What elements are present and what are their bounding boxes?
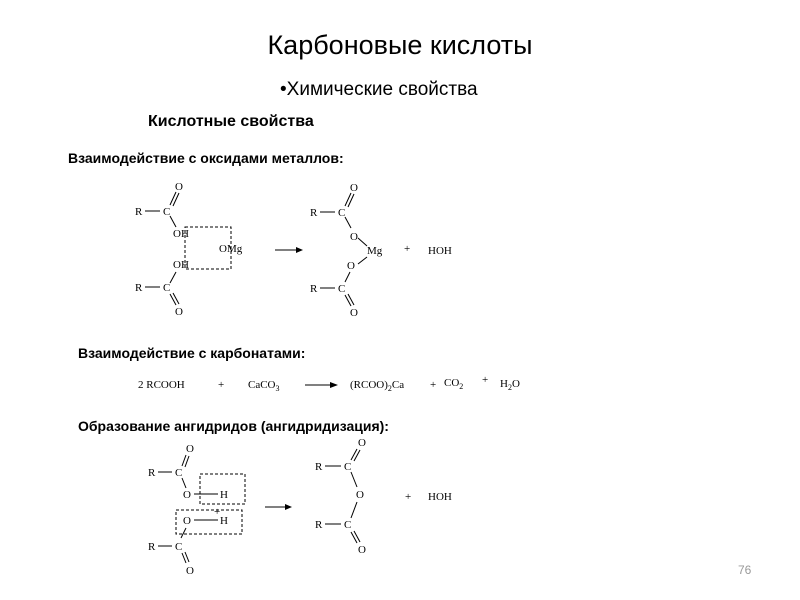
o-label: O (358, 437, 366, 449)
c-label: C (175, 467, 183, 479)
c-label: C (344, 519, 352, 531)
r-label: R (310, 207, 318, 219)
water-formula: $H_2O$ (500, 378, 520, 392)
reaction-heading-anhydrides: Образование ангидридов (ангидридизация): (78, 418, 389, 434)
c-label: C (338, 283, 346, 295)
reaction-metal-oxide (135, 181, 452, 319)
o-label: O (358, 544, 366, 556)
oh-label: OH (173, 259, 189, 271)
o-label: O (350, 231, 358, 243)
c-label: C (163, 206, 171, 218)
page-title: Карбоновые кислоты (267, 30, 533, 60)
reaction-anhydride (148, 437, 452, 577)
mg-label: Mg (367, 245, 383, 257)
carbon-dioxide: $CO_2$ (444, 377, 464, 391)
r-label: R (135, 282, 143, 294)
o-label: O (350, 182, 358, 194)
r-label: R (148, 541, 156, 553)
o-label: O (175, 306, 183, 318)
reaction-carbonate (138, 374, 520, 393)
omg-label: OMg (219, 243, 243, 255)
c-label: C (175, 541, 183, 553)
reaction-arrow (296, 247, 303, 253)
c-label: C (344, 461, 352, 473)
o-label: O (183, 515, 191, 527)
o-label: O (175, 181, 183, 193)
plus-sign: + (214, 506, 221, 518)
reaction-heading-metal-oxides: Взаимодействие с оксидами металлов: (68, 150, 344, 166)
calcium-salt: $(RCOO)_2Ca$ (350, 379, 405, 393)
o-label: O (183, 489, 191, 501)
subtitle: •Химические свойства (280, 79, 478, 100)
plus-sign: + (482, 374, 489, 386)
plus-sign: + (218, 379, 225, 391)
plus-sign: + (404, 243, 411, 255)
reaction-arrow (285, 504, 292, 510)
o-label: O (186, 443, 194, 455)
o-label: O (356, 489, 364, 501)
r-label: R (310, 283, 318, 295)
o-label: O (186, 565, 194, 577)
h-label: H (220, 515, 228, 527)
r-label: R (315, 461, 323, 473)
plus-sign: + (430, 379, 437, 391)
water-label: HOH (428, 245, 452, 257)
r-label: R (148, 467, 156, 479)
acid-formula: 2 RCOOH (138, 379, 185, 391)
reaction-heading-carbonates: Взаимодействие с карбонатами: (78, 345, 306, 361)
oh-label: OH (173, 228, 189, 240)
plus-sign: + (405, 491, 412, 503)
r-label: R (315, 519, 323, 531)
o-label: O (350, 307, 358, 319)
c-label: C (338, 207, 346, 219)
water-label: HOH (428, 491, 452, 503)
calcium-carbonate: CaCO$_3$ (248, 379, 280, 393)
r-label: R (135, 206, 143, 218)
o-label: O (347, 260, 355, 272)
page-number: 76 (738, 563, 752, 577)
c-label: C (163, 282, 171, 294)
h-label: H (220, 489, 228, 501)
section-title: Кислотные свойства (148, 113, 314, 130)
reaction-arrow (330, 382, 338, 388)
